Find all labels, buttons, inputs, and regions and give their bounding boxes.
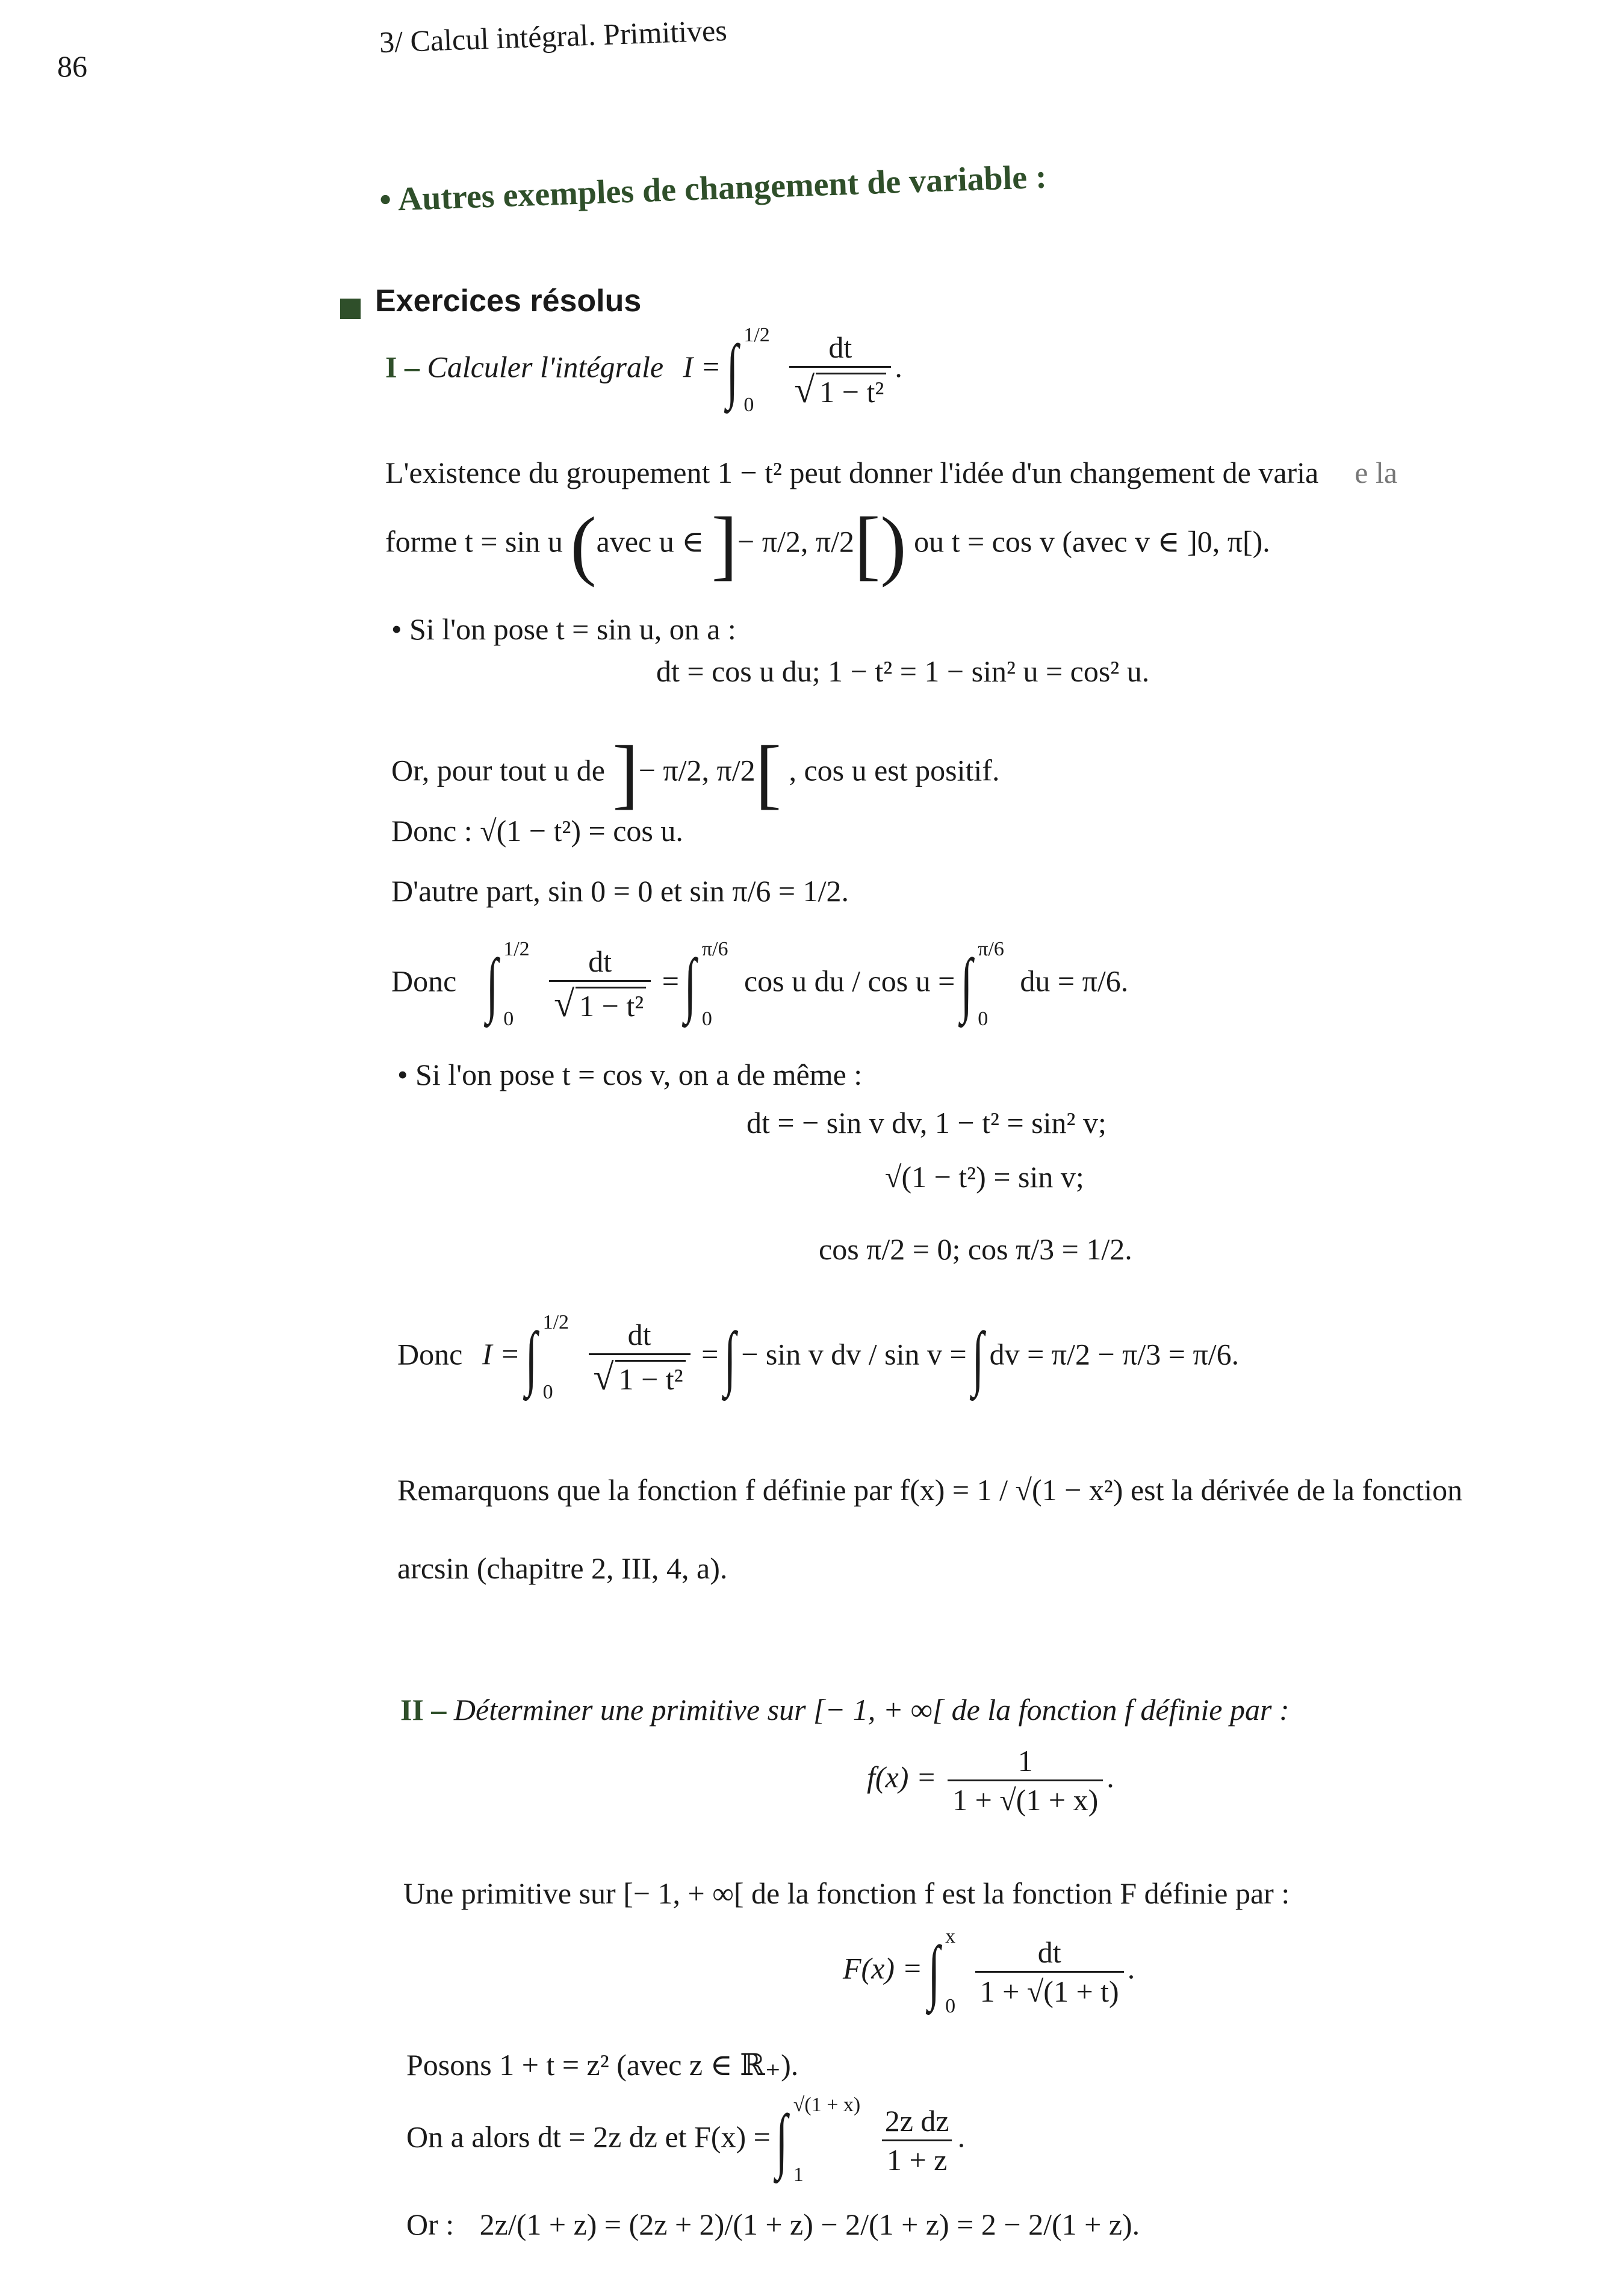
ex1-case1: • Si l'on pose t = sin u, on a :: [391, 612, 736, 646]
ex1-remark2: arcsin (chapitre 2, III, 4, a).: [397, 1551, 728, 1585]
ex1-case2-l1: dt = − sin v dv, 1 − t² = sin² v;: [746, 1106, 1106, 1140]
ex2-statement: II – Déterminer une primitive sur [− 1, + ∞[ de la fonction f définie par :: [400, 1693, 1290, 1727]
ex1-case2-l3: cos π/2 = 0; cos π/3 = 1/2.: [819, 1232, 1132, 1266]
exercises-heading: Exercices résolus: [340, 283, 641, 319]
ex1-statement: I – Calculer l'intégrale I = ∫ 1/2 0 $\frac{dt}{\text{√ 1 − t²}}$ .: [385, 324, 902, 416]
ex2-on-a: On a alors dt = 2z dz et F(x) = ∫ √(1 + x) 1 $\frac{\text{2z dz}}{1 + z}$ .: [406, 2094, 966, 2186]
ex2-p1: Une primitive sur [− 1, + ∞[ de la fonction f est la fonction F définie par :: [403, 1876, 1290, 1910]
square-bullet-icon: [340, 299, 361, 319]
ex1-remark1: Remarquons que la fonction f définie par f(x) = 1 / √(1 − x²) est la dérivée de la fonction: [397, 1473, 1463, 1507]
ex1-autre-part: D'autre part, sin 0 = 0 et sin π/6 = 1/2.: [391, 874, 849, 908]
ex1-p2: forme t = sin u (avec u ∈ ]− π/2, π/2[) ou t = cos v (avec v ∈ ]0, π[).: [385, 501, 1270, 588]
ex1-or-line: Or, pour tout u de ]− π/2, π/2[ , cos u est positif.: [391, 730, 1000, 817]
ex2-posons: Posons 1 + t = z² (avec z ∈ ℝ₊).: [406, 2048, 799, 2082]
ex1-p1: L'existence du groupement 1 − t² peut donner l'idée d'un changement de varia e la: [385, 456, 1398, 489]
chapter-title: 3/ Calcul intégral. Primitives: [379, 13, 728, 60]
ex1-case1-l1: dt = cos u du; 1 − t² = 1 − sin² u = cos² u.: [656, 654, 1150, 688]
ex2-or: Or : 2z/(1 + z) = (2z + 2)/(1 + z) − 2/(1 + z) = 2 − 2/(1 + z).: [406, 2208, 1140, 2241]
ex1-donc-sqrt: Donc : √(1 − t²) = cos u.: [391, 814, 683, 848]
ex2-fx: f(x) = $\frac{1}{1 + √(1 + x)}$ .: [867, 1744, 1114, 1817]
ex2-Fx: F(x) = ∫ x 0 $\frac{dt}{1 + √(1 + t)}$ .: [843, 1925, 1135, 2017]
page-number: 86: [57, 49, 87, 83]
section-bullet-title: • Autres exemples de changement de variable :: [379, 158, 1047, 219]
ex1-case2-l2: √(1 − t²) = sin v;: [885, 1160, 1084, 1194]
ex1-donc2: Donc I = ∫ 1/2 0 $\frac{dt}{\text{√ 1 − t²}}$ = ∫ − sin v dv / sin v = ∫ dv = π/2 − π/3 = π/6.: [397, 1311, 1240, 1403]
ex1-donc1: Donc ∫ 1/2 0 $\frac{dt}{\text{√ 1 − t²}}$ = ∫ π/6 0 cos u du / cos u = ∫ π/6 0 du = π/6.: [391, 938, 1129, 1030]
ex1-case2: • Si l'on pose t = cos v, on a de même :: [397, 1058, 863, 1091]
